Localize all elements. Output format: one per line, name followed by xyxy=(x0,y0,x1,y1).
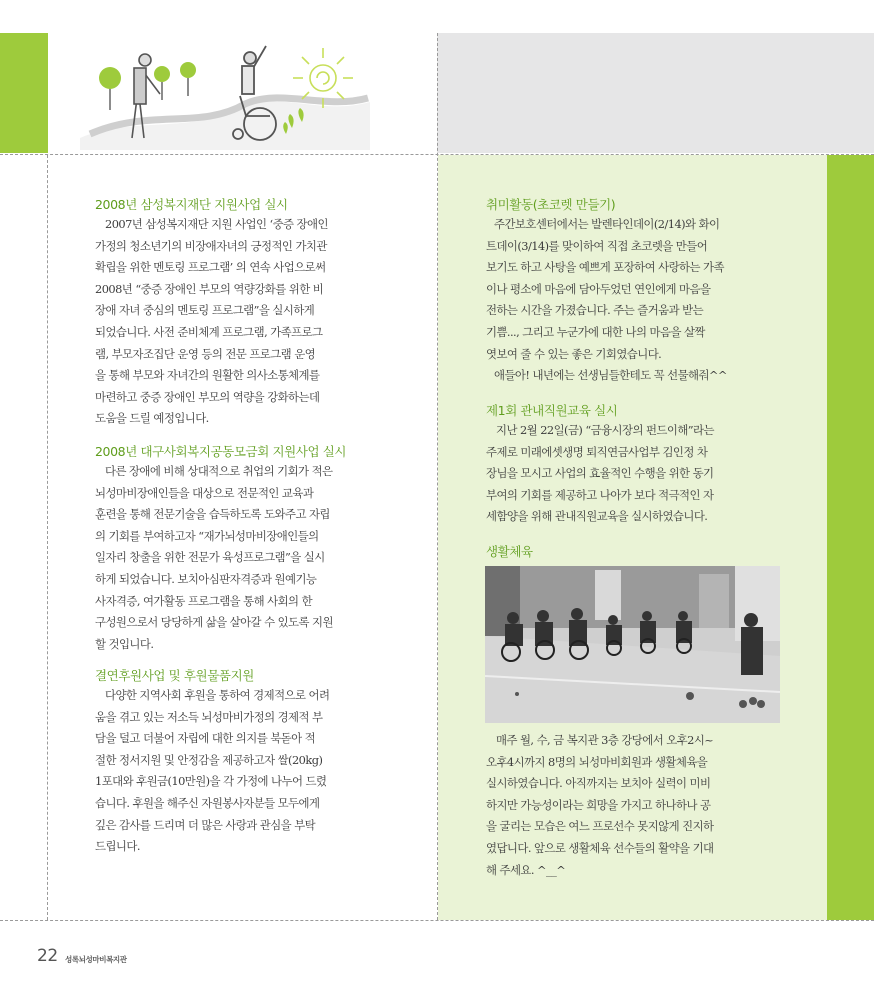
section-body xyxy=(486,420,816,528)
body-line: 전하는 시간을 가졌습니다. 주는 즐거움과 받는 xyxy=(486,303,704,318)
body-line: 확립을 위한 멘토링 프로그램’ 의 연속 사업으로써 xyxy=(95,260,326,275)
section-body xyxy=(486,214,816,387)
body-line: 사자격증, 여가활동 프로그램을 통해 사회의 한 xyxy=(95,593,313,608)
body-line: 을 굴리는 모습은 여느 프로선수 못지않게 진지하 xyxy=(486,819,714,834)
body-line: 하게 되었습니다. 보치아심판자격증과 원예기능 xyxy=(95,571,317,586)
sports-photo xyxy=(485,566,780,723)
body-line: 절한 정서지원 및 안정감을 제공하고자 쌀(20kg) xyxy=(95,752,323,767)
body-line: 2008년 “중증 장애인 부모의 역량강화를 위한 비 xyxy=(95,281,324,296)
body-line: 을 통해 부모와 자녀간의 원활한 의사소통체계를 xyxy=(95,368,320,383)
body-line: 움을 겪고 있는 저소득 뇌성마비가정의 경제적 부 xyxy=(95,709,323,724)
body-line: 2007년 삼성복지재단 지원 사업인 ‘중증 장애인 xyxy=(105,217,328,231)
section-heading: 2008년 삼성복지재단 지원사업 실시 xyxy=(95,197,288,212)
section-body xyxy=(486,730,816,881)
body-line: 해 주세요. ^__^ xyxy=(486,862,566,877)
tree-icon xyxy=(154,66,170,100)
body-line: 도움을 드릴 예정입니다. xyxy=(95,411,209,426)
left-margin-rule xyxy=(47,155,48,920)
publication-name: 성록뇌성마비복지관 xyxy=(65,955,127,964)
body-line: 일자리 창출을 위한 전문가 육성프로그램”을 실시 xyxy=(95,550,325,565)
body-line: 애들아! 내년에는 선생님들한테도 꼭 선물해줘^^ xyxy=(494,368,727,383)
body-line: 지난 2월 22일(금) “금융시장의 펀드이해”라는 xyxy=(496,423,714,437)
tree-icon xyxy=(180,62,196,96)
body-line: 보기도 하고 사탕을 예쁘게 포장하여 사랑하는 가족 xyxy=(486,260,724,275)
body-line: 매주 월, 수, 금 복지관 3층 강당에서 오후2시~ xyxy=(496,733,714,747)
body-line: 할 것입니다. xyxy=(95,636,154,651)
body-line: 실시하였습니다. 아직까지는 보치아 실력이 미비 xyxy=(486,776,711,791)
bottom-divider xyxy=(0,920,874,921)
body-line: 훈련을 통해 전문기술을 습득하도록 도와주고 자립 xyxy=(95,507,330,522)
section-heading: 결연후원사업 및 후원물품지원 xyxy=(95,668,254,683)
body-line: 세함양을 위해 관내직원교육을 실시하였습니다. xyxy=(486,509,708,524)
body-line: 부여의 기회를 제공하고 나아가 보다 적극적인 자 xyxy=(486,487,714,502)
body-line: 오후4시까지 8명의 뇌성마비회원과 생활체육을 xyxy=(486,754,708,769)
body-line: 기쁨..., 그리고 누군가에 대한 나의 마음을 살짝 xyxy=(486,324,705,339)
body-line: 이나 평소에 마음에 담아두었던 연인에게 마음을 xyxy=(486,281,711,296)
body-line: 깊은 감사를 드리며 더 많은 사랑과 관심을 부탁 xyxy=(95,817,316,832)
page-number: 22 xyxy=(37,946,58,966)
tree-icon xyxy=(99,67,121,110)
section-heading: 2008년 대구사회복지공동모금회 지원사업 실시 xyxy=(95,444,347,459)
section-heading: 생활체육 xyxy=(486,544,533,559)
body-line: 1포대와 후원금(10만원)을 각 가정에 나누어 드렸 xyxy=(95,774,327,789)
body-line: 다른 장애에 비해 상대적으로 취업의 기회가 적은 xyxy=(105,464,333,478)
body-line: 담을 덜고 더불어 자립에 대한 의지를 북돋아 적 xyxy=(95,731,316,746)
right-accent-bar xyxy=(827,155,874,920)
section-heading: 취미활동(초코렛 만들기) xyxy=(486,197,616,212)
section-body xyxy=(95,214,425,430)
body-line: 구성원으로서 당당하게 삶을 살아갈 수 있도록 지원 xyxy=(95,615,333,630)
body-line: 장님을 모시고 사업의 효율적인 수행을 위한 동기 xyxy=(486,466,714,481)
body-line: 되었습니다. 사전 준비체계 프로그램, 가족프로그 xyxy=(95,324,323,339)
body-line: 드립니다. xyxy=(95,839,140,854)
section-body xyxy=(95,685,425,858)
body-line: 의 기회를 부여하고자 “재가뇌성마비장애인들의 xyxy=(95,528,319,543)
body-line: 다양한 지역사회 후원을 통하여 경제적으로 어려 xyxy=(105,688,330,702)
left-accent-bar xyxy=(0,33,48,153)
body-line: 램, 부모자조집단 운영 등의 전문 프로그램 운영 xyxy=(95,346,316,361)
sun-icon xyxy=(293,48,353,108)
body-line: 마련하고 중증 장애인 부모의 역량을 강화하는데 xyxy=(95,389,320,404)
body-line: 엿보여 줄 수 있는 좋은 기회였습니다. xyxy=(486,346,662,361)
header-gray-panel xyxy=(437,33,874,153)
body-line: 뇌성마비장애인들을 대상으로 전문적인 교육과 xyxy=(95,485,314,500)
body-line: 였답니다. 앞으로 생활체육 선수들의 활약을 기대 xyxy=(486,840,714,855)
body-line: 가정의 청소년기의 비장애자녀의 긍정적인 가치관 xyxy=(95,238,327,253)
body-line: 습니다. 후원을 해주신 자원봉사자분들 모두에게 xyxy=(95,795,320,810)
body-line: 주간보호센터에서는 발렌타인데이(2/14)와 화이 xyxy=(494,217,720,231)
body-line: 주제로 미래에셋생명 퇴직연금사업부 김인정 차 xyxy=(486,444,708,459)
section-heading: 제1회 관내직원교육 실시 xyxy=(486,403,618,418)
wheelchair-illustration xyxy=(70,38,370,150)
body-line: 트데이(3/14)를 맞이하여 직접 초코렛을 만들어 xyxy=(486,238,708,253)
section-body xyxy=(95,461,425,655)
body-line: 하지만 가능성이라는 희망을 가지고 하나하나 공 xyxy=(486,797,711,812)
body-line: 장애 자녀 중심의 멘토링 프로그램”을 실시하게 xyxy=(95,303,315,318)
